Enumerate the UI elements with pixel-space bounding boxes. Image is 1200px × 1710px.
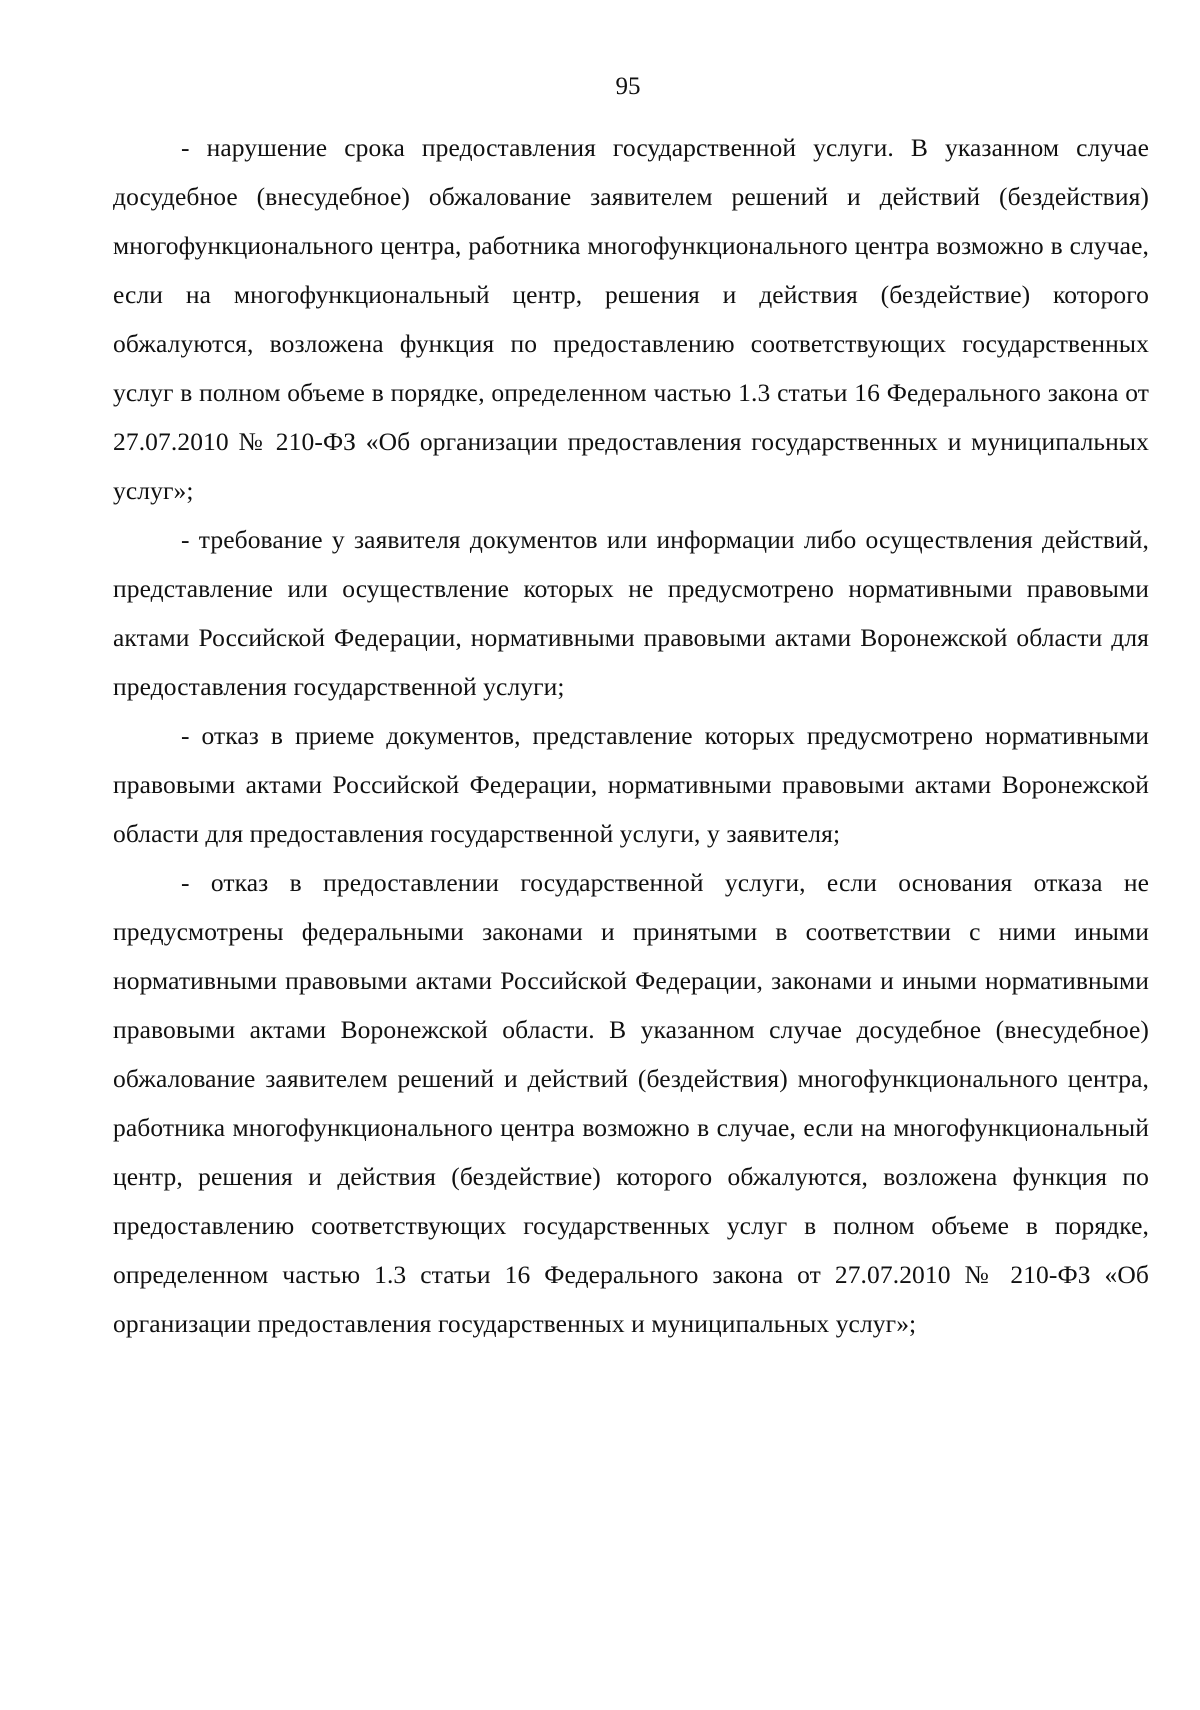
paragraph-document-request: - требование у заявителя документов или информации либо осуществления действий, представление или осуществление которых не предусмотрено нормативными правовыми актами Российской Федерации, нормативными правовыми актами Воронежской области для предоставления государственной услуги; [113,525,1149,701]
document-body [113,123,1149,1348]
paragraph-acceptance-refusal: - отказ в приеме документов, представление которых предусмотрено нормативными правовыми актами Российской Федерации, нормативными правовыми актами Воронежской области для предоставления государственной услуги, у заявителя; [113,721,1149,848]
paragraph-deadline-violation: - нарушение срока предоставления государственной услуги. В указанном случае досудебное (внесудебное) обжалование заявителем решений и действий (бездействия) многофункционального центра, работника многофункционального центра возможно в случае, если на многофункциональный центр, решения и действия (бездействие) которого обжалуются, возложена функция по предоставлению соответствующих государственных услуг в полном объеме в порядке, определенном частью 1.3 статьи 16 Федерального закона от 27.07.2010 № 210-ФЗ «Об организации предоставления государственных и муниципальных услуг»; [113,133,1149,505]
page-number: 95 [615,73,641,100]
paragraph-service-refusal: - отказ в предоставлении государственной услуги, если основания отказа не предусмотрены федеральными законами и принятыми в соответствии с ними иными нормативными правовыми актами Российской Федерации, законами и иными нормативными правовыми актами Воронежской области. В указанном случае досудебное (внесудебное) обжалование заявителем решений и действий (бездействия) многофункционального центра, работника многофункционального центра возможно в случае, если на многофункциональный центр, решения и действия (бездействие) которого обжалуются, возложена функция по предоставлению соответствующих государственных услуг в полном объеме в порядке, определенном частью 1.3 статьи 16 Федерального закона от 27.07.2010 № 210-ФЗ «Об организации предоставления государственных и муниципальных услуг»; [113,868,1149,1338]
